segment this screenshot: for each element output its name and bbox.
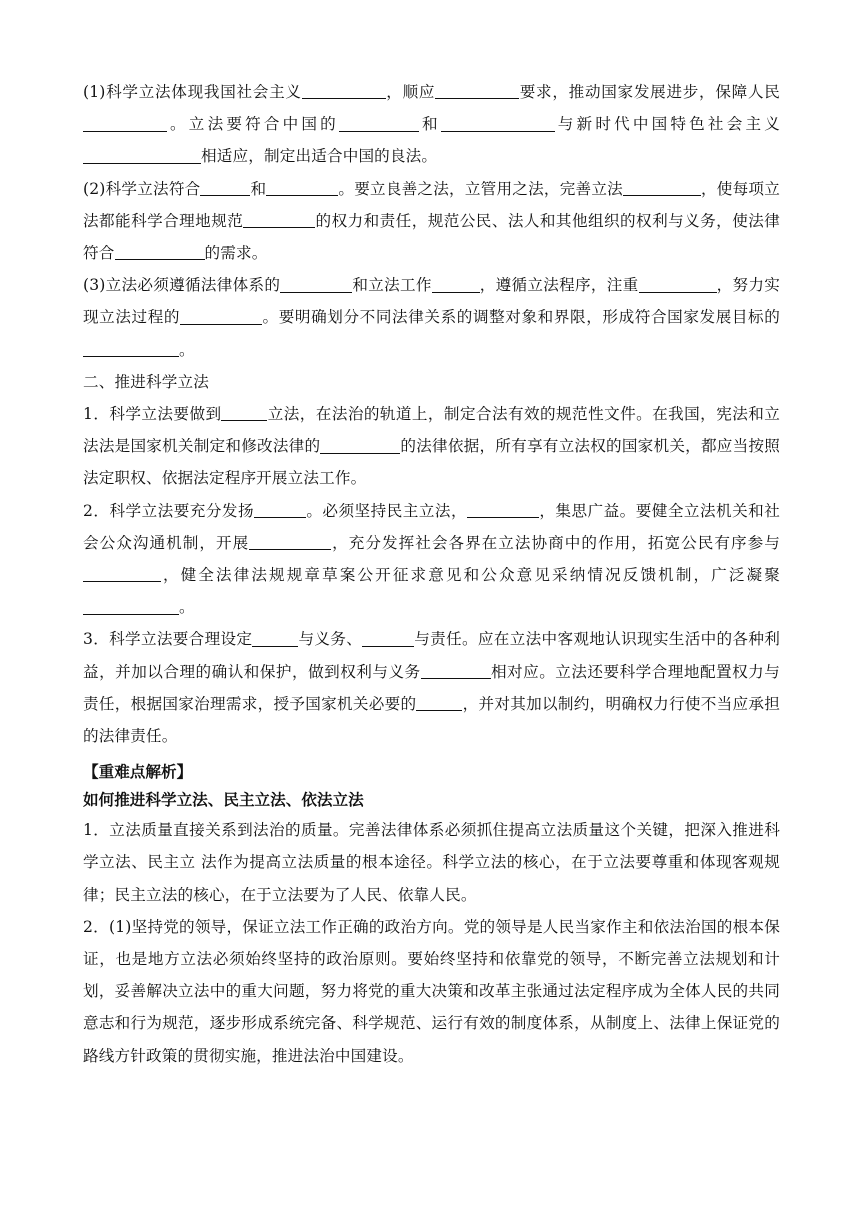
answer-blank[interactable] xyxy=(416,695,462,712)
answer-blank[interactable] xyxy=(200,179,250,196)
paragraph-p2 xyxy=(83,173,780,270)
paragraph-text: ，健全法律法规规章草案公开征求意见和公众意见采纳情况反馈机制，广泛凝聚 xyxy=(161,566,780,585)
answer-blank[interactable] xyxy=(115,244,205,261)
paragraph-text: (1)科学立法体现我国社会主义 xyxy=(83,83,302,101)
paragraph-text: 。 xyxy=(179,598,195,617)
paragraph-p6 xyxy=(83,495,780,624)
answer-blank[interactable] xyxy=(180,308,262,325)
paragraph-text: 相对应。立法还要科学合理地配置权力与责任，根据国家治理需求，授予国家机关必要的 xyxy=(83,662,781,713)
answer-blank[interactable] xyxy=(432,276,480,293)
analysis-paragraph-2: 2．(1)坚持党的领导，保证立法工作正确的政治方向。党的领导是人民当家作主和依法治国的根本保证，也是地方立法必须始终坚持的政治原则。要始终坚持和依靠党的领导，不断完善立法规划和计划，妥善解决立法中的重大问题，努力将党的重大决策和改革主张通过法定程序成为全体人民的共同意志和行为规范，逐步形成系统完备、科学规范、运行有效的制度体系，从制度上、法律上保证党的路线方针政策的贯彻实施，推进法治中国建设。 xyxy=(83,917,780,1065)
paragraph-p4 xyxy=(83,366,780,398)
paragraph-text: 要求，推动国家发展进步，保障人民 xyxy=(519,83,781,101)
answer-blank[interactable] xyxy=(243,212,315,229)
paragraph-text: 。要立良善之法，立管用之法，完善立法 xyxy=(338,179,623,198)
paragraph-text: ，努力实现立法过程的 xyxy=(83,276,780,327)
subsection-title: 如何推进科学立法、民主立法、依法立法 xyxy=(83,791,364,810)
answer-blank[interactable] xyxy=(302,83,386,100)
answer-blank[interactable] xyxy=(83,115,167,132)
paragraph-p3 xyxy=(83,269,780,366)
section-title: 【重难点解析】 xyxy=(83,763,193,782)
paragraph-p1 xyxy=(83,76,780,173)
paragraph-text: ，使每项立法都能科学合理地规范 xyxy=(83,179,780,230)
paragraph-text: 立法，在法治的轨道上，制定合法有效的规范性文件。在我国，宪法和立法法是国家机关制定和修改法律的 xyxy=(83,405,780,456)
answer-blank[interactable] xyxy=(266,179,338,196)
answer-blank[interactable] xyxy=(280,276,352,293)
paragraph-text: (3)立法必须遵循法律体系的 xyxy=(83,276,281,295)
answer-blank[interactable] xyxy=(441,115,555,132)
paragraph-text: (2)科学立法符合 xyxy=(83,179,201,198)
paragraph-text: 和立法工作 xyxy=(352,276,432,295)
paragraph-text: 。立法要符合中国的 xyxy=(167,115,339,134)
paragraph-text: 和 xyxy=(250,179,267,198)
paragraph-p7 xyxy=(83,623,780,752)
paragraph-text: ，顺应 xyxy=(385,83,436,101)
paragraph-text: 2．科学立法要充分发扬 xyxy=(83,501,255,520)
answer-blank[interactable] xyxy=(467,501,539,518)
paragraph-text: 的权力和责任，规范公民、法人和其他组织的权利与义务，使法律符合 xyxy=(83,211,780,263)
answer-blank[interactable] xyxy=(221,405,267,422)
answer-blank[interactable] xyxy=(421,662,491,679)
paragraph-text: 和 xyxy=(418,115,441,134)
paragraph-text: 二、推进科学立法 xyxy=(83,372,209,391)
answer-blank[interactable] xyxy=(639,276,717,293)
answer-blank[interactable] xyxy=(362,630,414,647)
paragraph-text: 的需求。 xyxy=(204,244,268,263)
paragraph-text: 。要明确划分不同法律关系的调整对象和界限，形成符合国家发展目标的 xyxy=(262,308,780,327)
paragraph-text: 。必须坚持民主立法， xyxy=(306,501,468,520)
paragraph-text: 1．科学立法要做到 xyxy=(83,405,222,424)
answer-blank[interactable] xyxy=(435,83,519,100)
answer-blank[interactable] xyxy=(339,115,419,132)
paragraph-text: 与新时代中国特色社会主义 xyxy=(554,115,780,134)
answer-blank[interactable] xyxy=(83,340,179,357)
paragraph-text: 3．科学立法要合理设定 xyxy=(83,630,253,649)
paragraph-p5 xyxy=(83,398,780,495)
analysis-paragraph-1: 1．立法质量直接关系到法治的质量。完善法律体系必须抓住提高立法质量这个关键，把深入推进科学立法、民主立 法作为提高立法质量的根本途径。科学立法的核心，在于立法要尊重和体现客观规律；民主立法的核心，在于立法要为了人民、依靠人民。 xyxy=(83,821,780,904)
paragraph-text: 与责任。应在立法中客观地认识现实生活中的各种利益，并加以合理的确认和保护，做到权利与义务 xyxy=(83,630,780,681)
answer-blank[interactable] xyxy=(252,630,298,647)
paragraph-text: 与义务、 xyxy=(298,630,363,649)
fill-in-section xyxy=(83,76,780,752)
answer-blank[interactable] xyxy=(83,147,201,164)
document-body xyxy=(83,76,780,1072)
paragraph-text: 的法律依据，所有享有立法权的国家机关，都应当按照法定职权、依据法定程序开展立法工作。 xyxy=(83,437,780,488)
answer-blank[interactable] xyxy=(249,534,331,551)
paragraph-text: ，遵循立法程序，注重 xyxy=(479,276,639,295)
answer-blank[interactable] xyxy=(320,437,400,454)
answer-blank[interactable] xyxy=(254,501,306,518)
paragraph-text: ，集思广益。要健全立法机关和社会公众沟通机制，开展 xyxy=(83,501,780,552)
paragraph-text: ，充分发挥社会各界在立法协商中的作用，拓宽公民有序参与 xyxy=(331,533,780,552)
answer-blank[interactable] xyxy=(83,598,179,615)
answer-blank[interactable] xyxy=(83,566,161,583)
paragraph-text: ，并对其加以制约，明确权力行使不当应承担的法律责任。 xyxy=(83,694,780,746)
paragraph-text: 相适应，制定出适合中国的良法。 xyxy=(201,147,438,166)
paragraph-text: 。 xyxy=(179,340,195,359)
answer-blank[interactable] xyxy=(623,179,701,196)
